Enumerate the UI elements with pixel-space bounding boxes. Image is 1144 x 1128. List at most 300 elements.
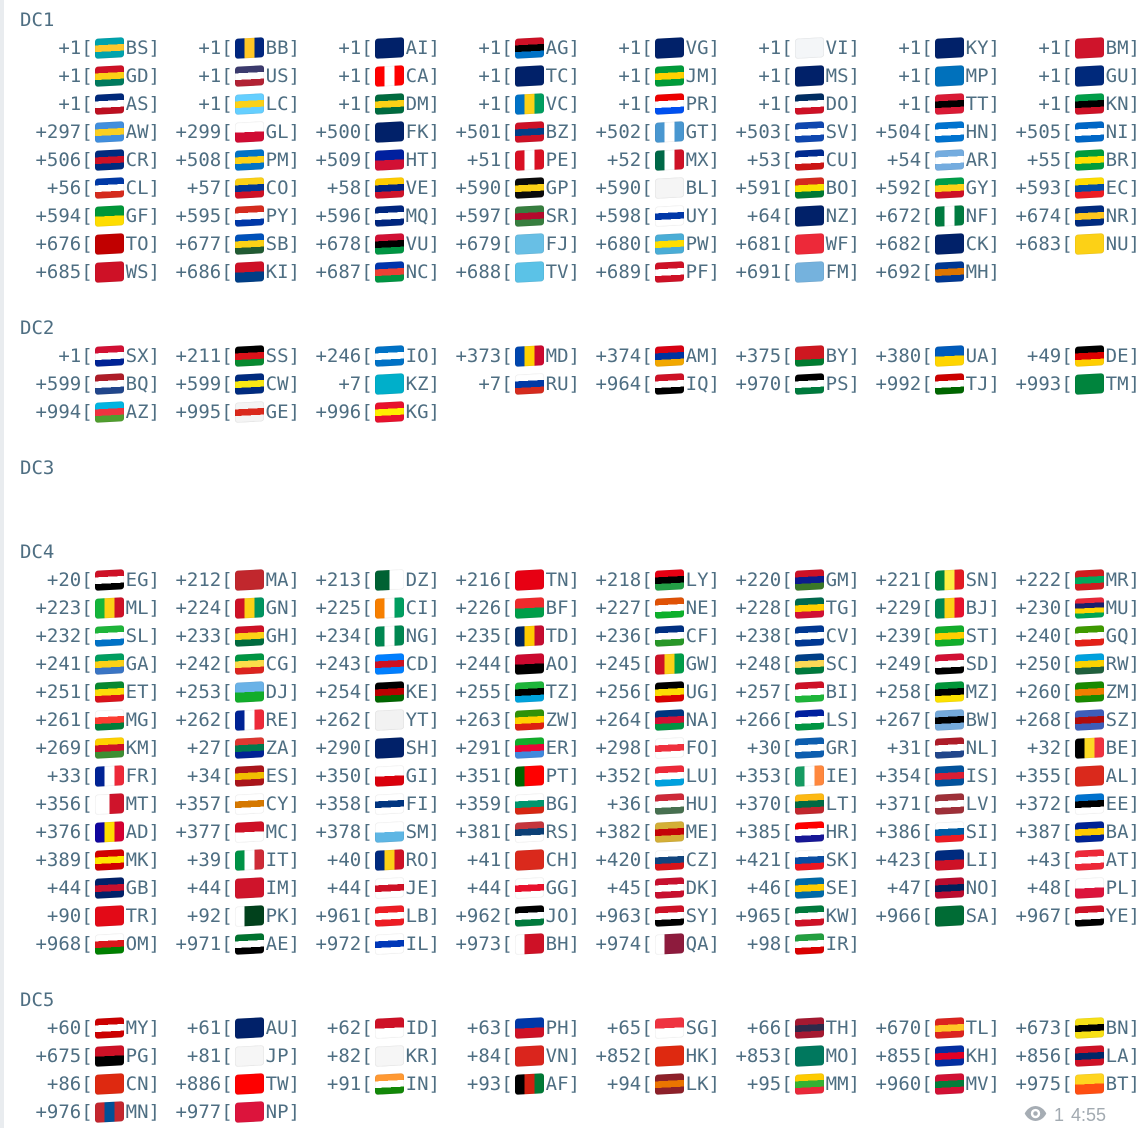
dial-code: +263 [455,709,502,731]
phone-code-entry-pm [160,146,300,174]
bracket: ] [148,625,160,647]
bracket: ] [988,233,1000,255]
phone-code-entry-hn [860,118,1000,146]
flag-icon-is [935,765,964,787]
bracket: ] [708,373,720,395]
dial-code: +61 [186,1017,222,1039]
country-code: ES [265,765,289,787]
bracket: [ [221,849,233,871]
dial-code: +686 [175,261,222,283]
bracket: ] [148,1017,160,1039]
bracket: [ [641,625,653,647]
bracket: ] [708,625,720,647]
bracket: ] [288,821,300,843]
flag-icon-au [235,1017,264,1039]
bracket: ] [708,345,720,367]
flag-icon-ba [1075,821,1104,843]
country-code: AG [545,37,569,59]
phone-code-entry-km [20,734,160,762]
dial-code: +966 [875,905,922,927]
country-code: MZ [965,681,989,703]
bracket: ] [848,793,860,815]
bracket: ] [988,1073,1000,1095]
dial-code: +216 [455,569,502,591]
country-code: SR [545,205,569,227]
flag-icon-fi [375,793,404,815]
flag-icon-pl [1075,877,1104,899]
bracket: [ [361,261,373,283]
phone-code-entry-sm [300,818,440,846]
country-code: SL [125,625,149,647]
bracket: ] [568,793,580,815]
phone-code-entry-mp [860,62,1000,90]
bracket: ] [1128,905,1140,927]
dial-code: +27 [186,737,222,759]
flag-icon-cw [235,373,264,395]
phone-code-entry-pt [440,762,580,790]
phone-code-entry-cv [720,622,860,650]
bracket: ] [148,765,160,787]
phone-code-entry-np [160,1098,300,1126]
flag-icon-ne [655,597,684,619]
country-code: NA [685,709,709,731]
dial-code: +44 [186,877,222,899]
flag-icon-gu [1075,65,1104,87]
entry-row [20,90,1144,118]
dial-code: +961 [315,905,362,927]
country-code: SY [685,905,709,927]
flag-icon-at [1075,849,1104,871]
bracket: [ [81,205,93,227]
phone-code-entry-do [720,90,860,118]
dial-code: +509 [315,149,362,171]
bracket: ] [848,261,860,283]
country-code: TG [825,597,849,619]
entry-row [20,790,1144,818]
phone-code-entry-bf [440,594,580,622]
bracket: ] [1128,121,1140,143]
bracket: [ [781,765,793,787]
flag-icon-sx [95,345,124,367]
bracket: ] [148,233,160,255]
flag-icon-kw [795,905,824,927]
bracket: ] [428,401,440,423]
bracket: [ [781,205,793,227]
phone-code-entry-nf [860,202,1000,230]
bracket: ] [148,1073,160,1095]
phone-code-entry-gt [580,118,720,146]
dial-code: +387 [1015,821,1062,843]
phone-code-entry-gb [20,874,160,902]
bracket: ] [708,877,720,899]
country-code: SD [965,653,989,675]
bracket: ] [988,569,1000,591]
flag-icon-ye [1075,905,1104,927]
phone-code-entry-mx [580,146,720,174]
bracket: [ [221,569,233,591]
bracket: [ [921,653,933,675]
country-code: VN [545,1045,569,1067]
country-code: TW [265,1073,289,1095]
country-code: CF [685,625,709,647]
dial-code: +41 [466,849,502,871]
bracket: [ [781,373,793,395]
entry-row [20,1070,1144,1098]
phone-code-entry-dz [300,566,440,594]
country-code: PR [685,93,709,115]
bracket: ] [288,261,300,283]
country-code: VI [825,37,849,59]
dial-code: +596 [315,205,362,227]
dial-code: +852 [595,1045,642,1067]
bracket: [ [361,1017,373,1039]
dial-code: +960 [875,1073,922,1095]
country-code: IE [825,765,849,787]
dial-code: +673 [1015,1017,1062,1039]
country-code: BM [1105,37,1129,59]
dial-code: +505 [1015,121,1062,143]
bracket: [ [81,65,93,87]
phone-code-entry-lc [160,90,300,118]
country-code: AS [125,93,149,115]
dial-code: +235 [455,625,502,647]
bracket: ] [568,1073,580,1095]
dial-code: +377 [175,821,222,843]
country-code: FJ [545,233,569,255]
bracket: [ [361,401,373,423]
bracket: ] [148,205,160,227]
bracket: ] [568,205,580,227]
country-code: BB [265,37,289,59]
dial-code: +599 [35,373,82,395]
country-code: GE [265,401,289,423]
bracket: ] [288,205,300,227]
bracket: ] [1128,149,1140,171]
phone-code-entry-et [20,678,160,706]
phone-code-entry-gd [20,62,160,90]
country-code: BJ [965,597,989,619]
flag-icon-pm [235,149,264,171]
bracket: [ [641,1017,653,1039]
bracket: [ [921,37,933,59]
dial-code: +91 [326,1073,362,1095]
country-code: KN [1105,93,1129,115]
bracket: [ [361,37,373,59]
phone-code-entry-la [1000,1042,1140,1070]
bracket: ] [148,345,160,367]
country-code: MX [685,149,709,171]
dial-code: +681 [735,233,782,255]
bracket: ] [1128,653,1140,675]
bracket: [ [921,681,933,703]
flag-icon-bj [935,597,964,619]
bracket: [ [361,849,373,871]
flag-icon-az [95,401,124,423]
country-code: MK [125,849,149,871]
phone-code-entry-za [160,734,300,762]
bracket: [ [361,569,373,591]
bracket: [ [361,205,373,227]
country-code: CU [825,149,849,171]
dial-code: +34 [186,765,222,787]
flag-icon-sc [795,653,824,675]
flag-icon-bi [795,681,824,703]
phone-code-entry-nu [1000,230,1140,258]
dial-code: +382 [595,821,642,843]
bracket: ] [148,933,160,955]
phone-code-entry-gq [1000,622,1140,650]
bracket: ] [848,345,860,367]
flag-icon-ma [235,569,264,591]
dial-code: +680 [595,233,642,255]
phone-code-entry-pk [160,902,300,930]
bracket: ] [428,345,440,367]
dial-code: +1 [478,65,502,87]
bracket: ] [148,261,160,283]
flag-icon-bw [935,709,964,731]
bracket: [ [361,65,373,87]
dial-code: +855 [875,1045,922,1067]
country-code: GG [545,877,569,899]
phone-code-entry-it [160,846,300,874]
bracket: [ [1061,793,1073,815]
dial-code: +591 [735,177,782,199]
country-code: MP [965,65,989,87]
bracket: ] [148,821,160,843]
country-code: RO [405,849,429,871]
bracket: ] [288,653,300,675]
dial-code: +682 [875,233,922,255]
bracket: ] [708,569,720,591]
phone-code-entry-kr [300,1042,440,1070]
bracket: ] [428,121,440,143]
phone-code-entry-ro [300,846,440,874]
country-code: GW [685,653,709,675]
bracket: [ [781,597,793,619]
country-code: IQ [685,373,709,395]
bracket: ] [708,121,720,143]
dial-code: +257 [735,681,782,703]
phone-code-entry-ni [1000,118,1140,146]
bracket: [ [361,877,373,899]
bracket: ] [148,849,160,871]
dial-code: +258 [875,681,922,703]
dial-code: +1 [338,93,362,115]
bracket: [ [781,653,793,675]
flag-icon-fk [375,121,404,143]
phone-code-entry-bl [580,174,720,202]
bracket: ] [288,1101,300,1123]
bracket: ] [428,821,440,843]
phone-code-entry-fo [580,734,720,762]
dial-code: +94 [606,1073,642,1095]
bracket: [ [1061,597,1073,619]
country-code: BZ [545,121,569,143]
country-code: CA [405,65,429,87]
entry-row [20,902,1144,930]
phone-code-entry-tl [860,1014,1000,1042]
bracket: [ [781,625,793,647]
dial-code: +225 [315,597,362,619]
dial-code: +1 [1038,93,1062,115]
bracket: ] [148,37,160,59]
phone-code-entry-tm [1000,370,1140,398]
flag-icon-mg [95,709,124,731]
bracket: [ [1061,709,1073,731]
country-code: NP [265,1101,289,1123]
flag-icon-hk [655,1045,684,1067]
bracket: ] [428,625,440,647]
bracket: [ [81,877,93,899]
dial-code: +213 [315,569,362,591]
flag-icon-pf [655,261,684,283]
bracket: ] [1128,1045,1140,1067]
bracket: [ [361,653,373,675]
phone-code-entry-sz [1000,706,1140,734]
country-code: BQ [125,373,149,395]
flag-icon-id [375,1017,404,1039]
country-code: CV [825,625,849,647]
bracket: [ [221,65,233,87]
dial-code: +594 [35,205,82,227]
bracket: [ [921,569,933,591]
bracket: ] [988,597,1000,619]
bracket: [ [81,569,93,591]
country-code: NO [965,877,989,899]
bracket: [ [781,793,793,815]
flag-icon-mn [95,1101,124,1123]
entry-row [20,398,1144,426]
bracket: ] [568,821,580,843]
bracket: [ [81,793,93,815]
phone-code-entry-dj [160,678,300,706]
phone-code-entry-au [160,1014,300,1042]
country-code: GM [825,569,849,591]
flag-icon-bq [95,373,124,395]
bracket: ] [988,793,1000,815]
country-code: DZ [405,569,429,591]
bracket: [ [501,177,513,199]
bracket: [ [641,821,653,843]
country-code: ME [685,821,709,843]
phone-code-entry-bj [860,594,1000,622]
bracket: ] [1128,877,1140,899]
country-code: VU [405,233,429,255]
country-code: TO [125,233,149,255]
country-code: MD [545,345,569,367]
bracket: [ [81,1073,93,1095]
bracket: ] [1128,765,1140,787]
bracket: ] [288,373,300,395]
dial-code: +1 [758,37,782,59]
dial-code: +228 [735,597,782,619]
bracket: [ [781,849,793,871]
country-code: ML [125,597,149,619]
dial-code: +421 [735,849,782,871]
phone-code-entry-fk [300,118,440,146]
dial-code: +1 [898,93,922,115]
dial-code: +44 [46,877,82,899]
bracket: [ [221,205,233,227]
dial-code: +20 [46,569,82,591]
entry-row [20,118,1144,146]
flag-icon-sm [375,821,404,843]
bracket: ] [148,65,160,87]
phone-code-entry-ci [300,594,440,622]
flag-icon-be [1075,737,1104,759]
bracket: [ [1061,345,1073,367]
phone-code-entry-bz [440,118,580,146]
flag-icon-ht [375,149,404,171]
flag-icon-lu [655,765,684,787]
dial-code: +677 [175,233,222,255]
flag-icon-br [1075,149,1104,171]
bracket: [ [221,401,233,423]
country-code: SA [965,905,989,927]
country-code: MU [1105,597,1129,619]
bracket: [ [921,1073,933,1095]
bracket: [ [1061,1017,1073,1039]
dial-code: +1 [898,65,922,87]
entry-row [20,34,1144,62]
bracket: [ [501,569,513,591]
bracket: ] [288,905,300,927]
phone-code-entry-my [20,1014,160,1042]
country-code: WS [125,261,149,283]
phone-code-entry-lu [580,762,720,790]
phone-code-entry-iq [580,370,720,398]
bracket: ] [568,625,580,647]
bracket: ] [988,765,1000,787]
country-code: ID [405,1017,429,1039]
phone-code-entry-br [1000,146,1140,174]
bracket: [ [81,737,93,759]
bracket: ] [428,205,440,227]
phone-code-entry-mm [720,1070,860,1098]
bracket: ] [708,709,720,731]
entry-row [20,146,1144,174]
dial-code: +90 [46,905,82,927]
dial-code: +692 [875,261,922,283]
phone-code-entry-sg [580,1014,720,1042]
bracket: [ [501,37,513,59]
bracket: ] [708,849,720,871]
flag-icon-sr [515,205,544,227]
dial-code: +1 [198,65,222,87]
phone-code-entry-gn [160,594,300,622]
dial-code: +962 [455,905,502,927]
bracket: ] [568,1017,580,1039]
country-code: IO [405,345,429,367]
flag-icon-tv [515,261,544,283]
country-code: RU [545,373,569,395]
bracket: ] [568,373,580,395]
country-code: SH [405,737,429,759]
country-code: GL [265,121,289,143]
bracket: [ [221,821,233,843]
phone-code-entry-ug [580,678,720,706]
dial-code: +40 [326,849,362,871]
dc-section [20,6,1144,286]
bracket: [ [501,793,513,815]
dial-code: +291 [455,737,502,759]
dial-code: +975 [1015,1073,1062,1095]
country-code: US [265,65,289,87]
phone-code-entry-rw [1000,650,1140,678]
dial-code: +290 [315,737,362,759]
country-code: BG [545,793,569,815]
bracket: ] [428,569,440,591]
